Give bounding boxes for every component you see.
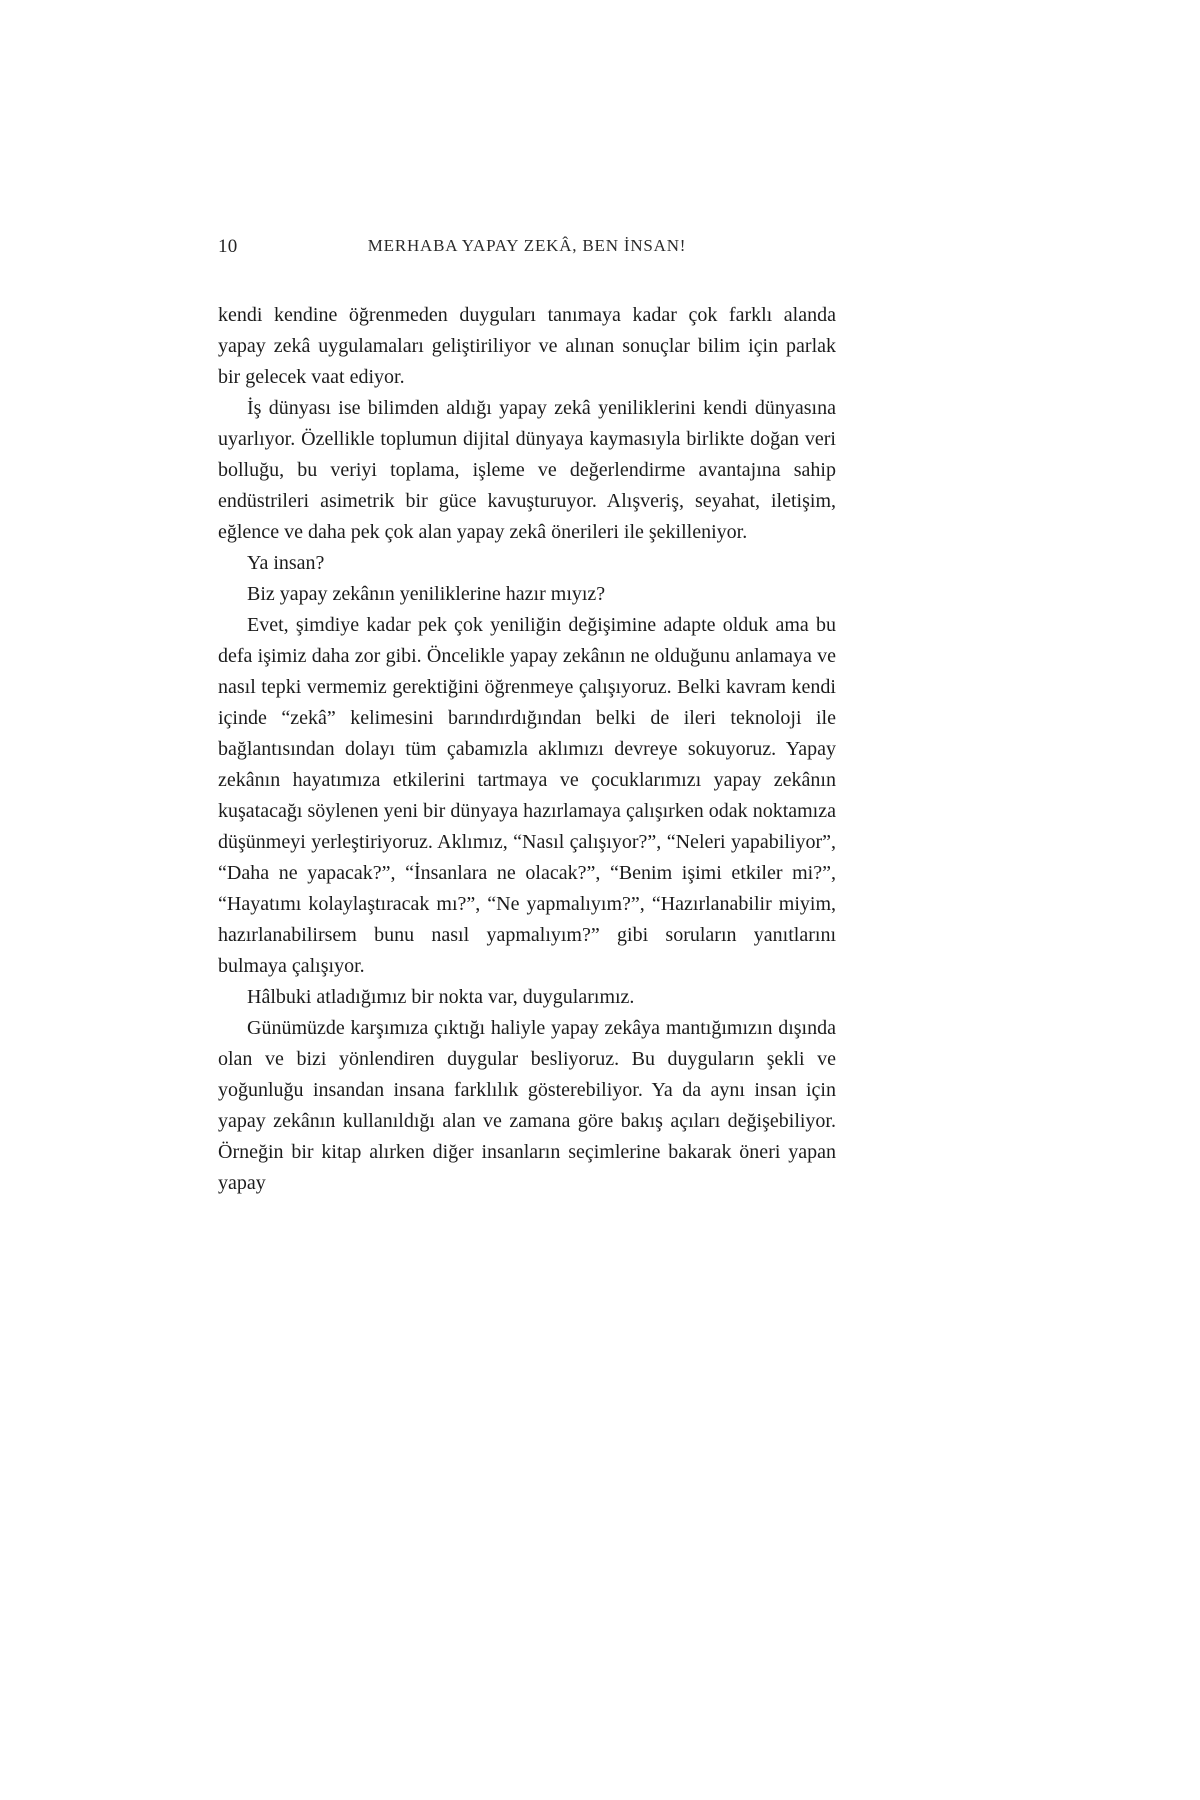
body-text: [218, 300, 836, 1199]
paragraph: Hâlbuki atladığımız bir nokta var, duygularımız.: [247, 986, 635, 1008]
paragraph: Biz yapay zekânın yeniliklerine hazır mıyız?: [247, 583, 606, 605]
paragraph: Ya insan?: [247, 552, 325, 574]
paragraph: İş dünyası ise bilimden aldığı yapay zekâ yeniliklerini kendi dünyasına uyarlıyor. Özellikle toplumun dijital dünyaya kaymasıyla birlikte doğan veri bolluğu, bu veriyi toplama, işleme ve değerlendirme avantajına sahip endüstrileri asimetrik bir güce kavuşturuyor. Alışveriş, seyahat, iletişim, eğlence ve daha pek çok alan yapay zekâ önerileri ile şekilleniyor.: [218, 397, 836, 543]
page-number: 10: [218, 236, 238, 257]
paragraph: kendi kendine öğrenmeden duyguları tanımaya kadar çok farklı alanda yapay zekâ uygulamaları geliştiriliyor ve alınan sonuçlar bilim için parlak bir gelecek vaat ediyor.: [218, 304, 836, 388]
running-head: MERHABA YAPAY ZEKÂ, BEN İNSAN!: [367, 236, 687, 255]
page-header: [218, 236, 836, 262]
paragraph: Günümüzde karşımıza çıktığı haliyle yapay zekâya mantığımızın dışında olan ve bizi yönlendiren duygular besliyoruz. Bu duyguların şekli ve yoğunluğu insandan insana farklılık gösterebiliyor. Ya da aynı insan için yapay zekânın kullanıldığı alan ve zamana göre bakış açıları değişebiliyor. Örneğin bir kitap alırken diğer insanların seçimlerine bakarak öneri yapan yapay: [218, 1017, 836, 1194]
paragraph: Evet, şimdiye kadar pek çok yeniliğin değişimine adapte olduk ama bu defa işimiz daha zor gibi. Öncelikle yapay zekânın ne olduğunu anlamaya ve nasıl tepki vermemiz gerektiğini öğrenmeye çalışıyoruz. Belki kavram kendi içinde “zekâ” kelimesini barındırdığından belki de ileri teknoloji ile bağlantısından dolayı tüm çabamızla aklımızı devreye sokuyoruz. Yapay zekânın hayatımıza etkilerini tartmaya ve çocuklarımızı yapay zekânın kuşatacağı söylenen yeni bir dünyaya hazırlamaya çalışırken odak noktamıza düşünmeyi yerleştiriyoruz. Aklımız, “Nasıl çalışıyor?”, “Neleri yapabiliyor”, “Daha ne yapacak?”, “İnsanlara ne olacak?”, “Benim işimi etkiler mi?”, “Hayatımı kolaylaştıracak mı?”, “Ne yapmalıyım?”, “Hazırlanabilir miyim, hazırlanabilirsem bunu nasıl yapmalıyım?” gibi soruların yanıtlarını bulmaya çalışıyor.: [218, 614, 836, 977]
text-block: [218, 236, 836, 1199]
